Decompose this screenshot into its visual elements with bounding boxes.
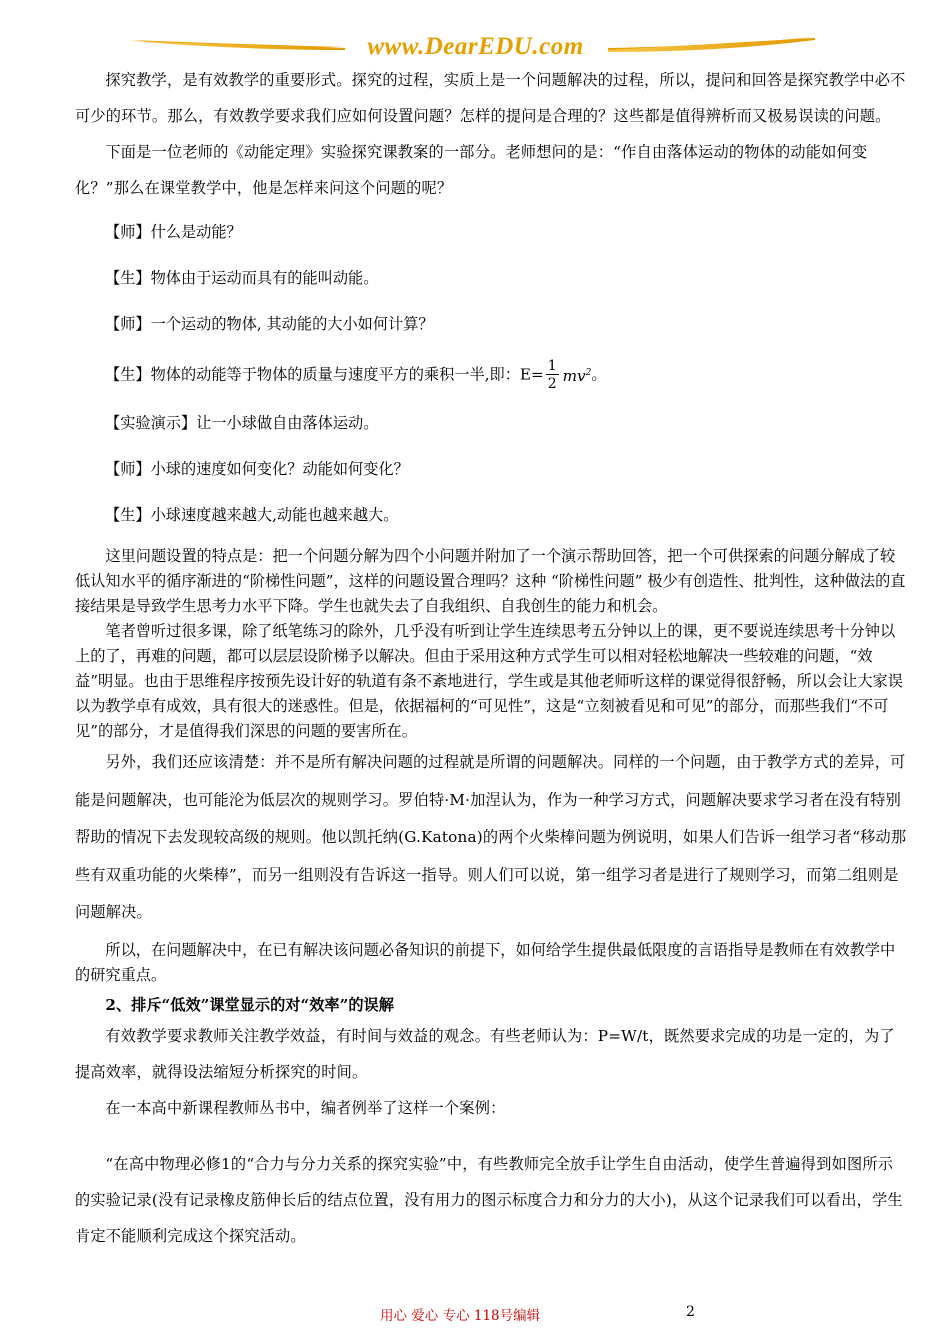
site-url[interactable]: www.DearEDU.com (367, 33, 584, 60)
dialog-student-2-text: 【生】物体的动能等于物体的质量与速度平方的乘积一半,即：E= (105, 365, 544, 384)
site-banner (0, 0, 950, 70)
dialog-block (75, 220, 908, 528)
section-paragraph-3: “在高中物理必修1的“合力与分力关系的探究实验”中，有些教师完全放手让学生自由活动，使学生普遍得到如图所示的实验记录(没有记录橡皮筋伸长后的结点位置，没有用力的图示标度合力和分力的大小)，从这个记录我们可以看出，学生肯定不能顺利完成这个探究活动。 (75, 1154, 903, 1245)
dialog-student-1: 【生】物体由于运动而具有的能叫动能。 (105, 269, 379, 287)
formula-exponent: 2 (585, 368, 592, 379)
article-body (75, 62, 908, 1254)
dialog-student-2 (105, 358, 908, 393)
section-paragraph-2: 在一本高中新课程教师丛书中，编者例举了这样一个案例： (105, 1098, 506, 1117)
footer-editor-note: 用心 爱心 专心 118号编辑 (380, 1308, 541, 1324)
dialog-teacher-1: 【师】什么是动能？ (105, 223, 242, 241)
section-paragraph-1: 有效教学要求教师关注教学效益，有时间与效益的观念。有些老师认为：P=W/t，既然要求完成的功是一定的，为了提高效率，就得设法缩短分析探究的时间。 (75, 1026, 895, 1081)
section-heading: 2、排斥“低效”课堂显示的对“效率”的误解 (105, 995, 394, 1014)
fraction-numerator: 1 (547, 358, 557, 374)
formula-variable (563, 361, 592, 389)
analysis-paragraph-1: 这里问题设置的特点是：把一个问题分解为四个小问题并附加了一个演示帮助回答，把一个可供探索的问题分解成了较低认知水平的循序渐进的“阶梯性问题”，这样的问题设置合理吗？这种 “阶梯性问题” 极少有创造性、批判性，这种做法的直接结果是导致学生思考力水平下降。学生也就失去了自我组织、自我创生的能力和机会。 (75, 547, 906, 615)
formula-suffix: 。 (591, 365, 607, 384)
page-number: 2 (686, 1304, 695, 1320)
dialog-demo: 【实验演示】让一小球做自由落体运动。 (105, 414, 379, 432)
analysis-paragraph-2: 笔者曾听过很多课，除了纸笔练习的除外，几乎没有听到让学生连续思考五分钟以上的课，更不要说连续思考十分钟以上的了，再难的问题，都可以层层设阶梯予以解决。但由于采用这种方式学生可以相对轻松地解决一些较难的问题，“效益”明显。也由于思维程序按预先设计好的轨道有条不紊地进行，学生或是其他老师听这样的课觉得很舒畅，所以会让大家误以为教学卓有成效，具有很大的迷惑性。但是，依据福柯的“可见性”，这是“立刻被看见和可见”的部分，而那些我们“不可见”的部分，才是值得我们深思的问题的要害所在。 (75, 622, 903, 740)
analysis-paragraph-4: 所以，在问题解决中，在已有解决该问题必备知识的前提下，如何给学生提供最低限度的言语指导是教师在有效教学中的研究重点。 (75, 940, 896, 984)
formula-fraction (546, 358, 559, 393)
intro-paragraph: 探究教学，是有效教学的重要形式。探究的过程，实质上是一个问题解决的过程，所以，提问和回答是探究教学中必不可少的环节。那么，有效教学要求我们应如何设置问题？怎样的提问是合理的？这些都是值得辨析而又极易误读的问题。 (75, 71, 906, 125)
analysis-paragraph-3: 另外，我们还应该清楚：并不是所有解决问题的过程就是所谓的问题解决。同样的一个问题，由于教学方式的差异，可能是问题解决，也可能沦为低层次的规则学习。罗伯特·M·加涅认为，作为一种学习方式，问题解决要求学习者在没有特别帮助的情况下去发现较高级的规则。他以凯托纳(G.Katona)的两个火柴棒问题为例说明，如果人们告诉一组学习者“移动那些有双重功能的火柴棒”，而另一组则没有告诉这一指导。则人们可以说，第一组学习者是进行了规则学习，而第二组则是问题解决。 (75, 753, 907, 921)
dialog-student-3: 【生】小球速度越来越大,动能也越来越大。 (105, 506, 399, 524)
dialog-teacher-2: 【师】一个运动的物体, 其动能的大小如何计算？ (105, 315, 434, 333)
fraction-denominator: 2 (547, 376, 557, 392)
case-intro-paragraph: 下面是一位老师的《动能定理》实验探究课教案的一部分。老师想问的是：“作自由落体运动的物体的动能如何变化？”那么在课堂教学中，他是怎样来问这个问题的呢？ (75, 143, 868, 197)
dialog-teacher-3: 【师】小球的速度如何变化？动能如何变化？ (105, 460, 409, 478)
formula-mv: mv (562, 367, 586, 386)
